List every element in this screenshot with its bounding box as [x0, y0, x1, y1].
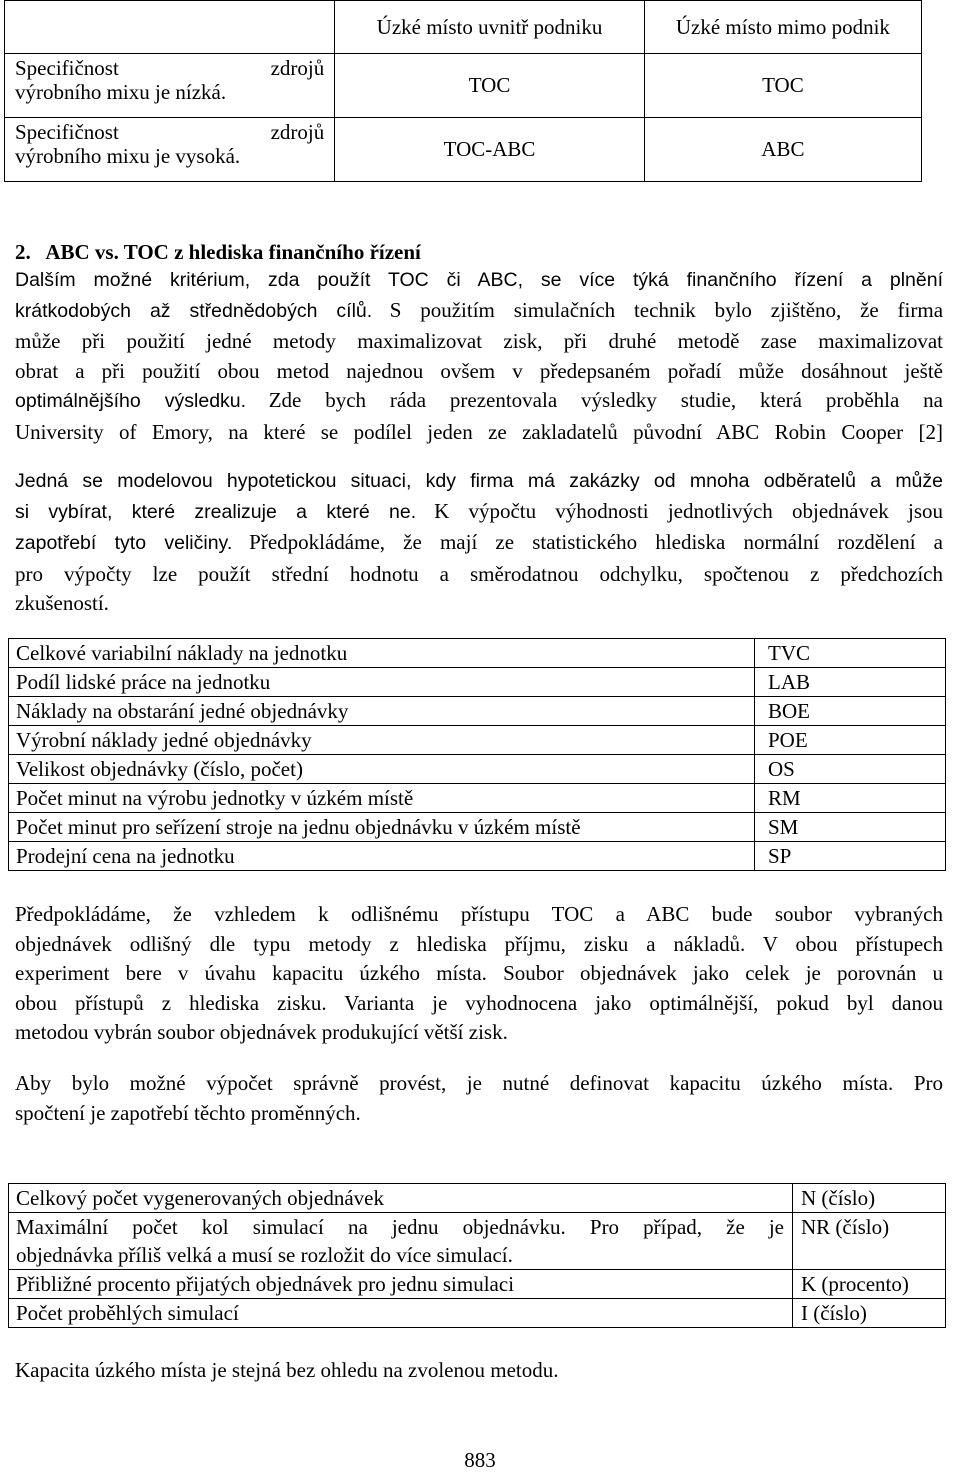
variable-abbr: BOE — [755, 697, 946, 726]
variable-name: Počet minut pro seřízení stroje na jednu objednávku v úzkém místě — [9, 813, 755, 842]
variable-name: Výrobní náklady jedné objednávky — [9, 726, 755, 755]
table-row — [9, 784, 946, 813]
variable-abbr: SM — [755, 813, 946, 842]
simulation-variable-name: Přibližné procento přijatých objednávek pro jednu simulaci — [9, 1270, 793, 1299]
simulation-variables-table — [8, 1183, 946, 1328]
conclusion-text: Kapacita úzkého místa je stejná bez ohledu na zvolenou metodu. — [15, 1358, 559, 1382]
table-row — [9, 639, 946, 668]
page-number: 883 — [464, 1448, 496, 1472]
simulation-variable-abbr: I (číslo) — [793, 1299, 946, 1328]
simulation-variable-abbr: N (číslo) — [793, 1184, 946, 1213]
row-label: Specifičnost zdrojů výrobního mixu je vysoká. — [5, 118, 335, 182]
row-label: Specifičnost zdrojů výrobního mixu je nízká. — [5, 54, 335, 118]
table-row — [5, 118, 922, 182]
cell-inside: TOC-ABC — [335, 118, 645, 182]
table-header-row — [5, 1, 922, 54]
variable-abbr: OS — [755, 755, 946, 784]
cell-inside: TOC — [335, 54, 645, 118]
header-inside: Úzké místo uvnitř podniku — [335, 1, 645, 54]
table-row — [9, 697, 946, 726]
table-row — [9, 813, 946, 842]
paragraph-3: Předpokládáme, že vzhledem k odlišnému přístupu TOC a ABC bude soubor vybraných objednávek odlišný dle typu metody z hlediska příjmu, zisku a nákladů. V obou přístupech experiment bere v úvahu kapacitu úzkého místa. Soubor objednávek jako celek je porovnán u obou přístupů z hlediska zisku. Varianta je vyhodnocena jako optimálnější, pokud byl danou metodou vybrán soubor objednávek produkující větší zisk. — [15, 902, 943, 1044]
table-row — [9, 755, 946, 784]
simulation-variable-name: Maximální počet kol simulací na jednu objednávku. Pro případ, že je objednávka příliš velká a musí se rozložit do více simulací. — [9, 1213, 793, 1270]
variable-name: Velikost objednávky (číslo, počet) — [9, 755, 755, 784]
table-row — [9, 1213, 946, 1270]
simulation-variable-abbr: K (procento) — [793, 1270, 946, 1299]
variable-abbr: SP — [755, 842, 946, 871]
variable-name: Náklady na obstarání jedné objednávky — [9, 697, 755, 726]
variable-abbr: RM — [755, 784, 946, 813]
header-outside: Úzké místo mimo podnik — [644, 1, 921, 54]
table-row — [9, 1270, 946, 1299]
simulation-variable-abbr: NR (číslo) — [793, 1213, 946, 1270]
paragraph-4: Aby bylo možné výpočet správně provést, je nutné definovat kapacitu úzkého místa. Pro spočtení je zapotřebí těchto proměnných. — [15, 1071, 943, 1125]
variable-abbr: LAB — [755, 668, 946, 697]
variable-abbr: TVC — [755, 639, 946, 668]
variable-name: Počet minut na výrobu jednotky v úzkém místě — [9, 784, 755, 813]
bottleneck-method-table — [4, 0, 922, 182]
variable-name: Celkové variabilní náklady na jednotku — [9, 639, 755, 668]
table-row — [9, 726, 946, 755]
header-empty-cell — [5, 1, 335, 54]
cell-outside: ABC — [644, 118, 921, 182]
table-row — [9, 668, 946, 697]
variable-name: Prodejní cena na jednotku — [9, 842, 755, 871]
table-row — [9, 1184, 946, 1213]
cell-outside: TOC — [644, 54, 921, 118]
simulation-variable-name: Celkový počet vygenerovaných objednávek — [9, 1184, 793, 1213]
variable-abbr: POE — [755, 726, 946, 755]
table-row — [9, 1299, 946, 1328]
paragraph-2: Jedná se modelovou hypotetickou situaci, kdy firma má zakázky od mnoha odběratelů a může si vybírat, které zrealizuje a které ne. K výpočtu výhodnosti jednotlivých objednávek jsou zapotřebí tyto veličiny. Předpokládáme, že mají ze statistického hlediska normální rozdělení a pro výpočty lze použít střední hodnotu a směrodatnou odchylku, spočtenou z předchozích zkušeností. — [15, 470, 943, 615]
section-heading: 2. ABC vs. TOC z hlediska finančního řízení — [15, 240, 421, 264]
table-row — [5, 54, 922, 118]
variable-name: Podíl lidské práce na jednotku — [9, 668, 755, 697]
simulation-variable-name: Počet proběhlých simulací — [9, 1299, 793, 1328]
paragraph-1: Dalším možné kritérium, zda použít TOC či ABC, se více týká finančního řízení a plnění krátkodobých až střednědobých cílů. S použitím simulačních technik bylo zjištěno, že firma může při použití jedné metody maximalizovat zisk, při druhé metodě zase maximalizovat obrat a při použití obou metod najednou ovšem v předepsaném pořadí může dosáhnout ještě optimálnějšího výsledku. Zde bych ráda prezentovala výsledky studie, která proběhla na University of Emory, na které se podílel jeden ze zakladatelů původní ABC Robin Cooper [2] — [15, 269, 944, 444]
table-row — [9, 842, 946, 871]
variables-table — [8, 638, 946, 871]
